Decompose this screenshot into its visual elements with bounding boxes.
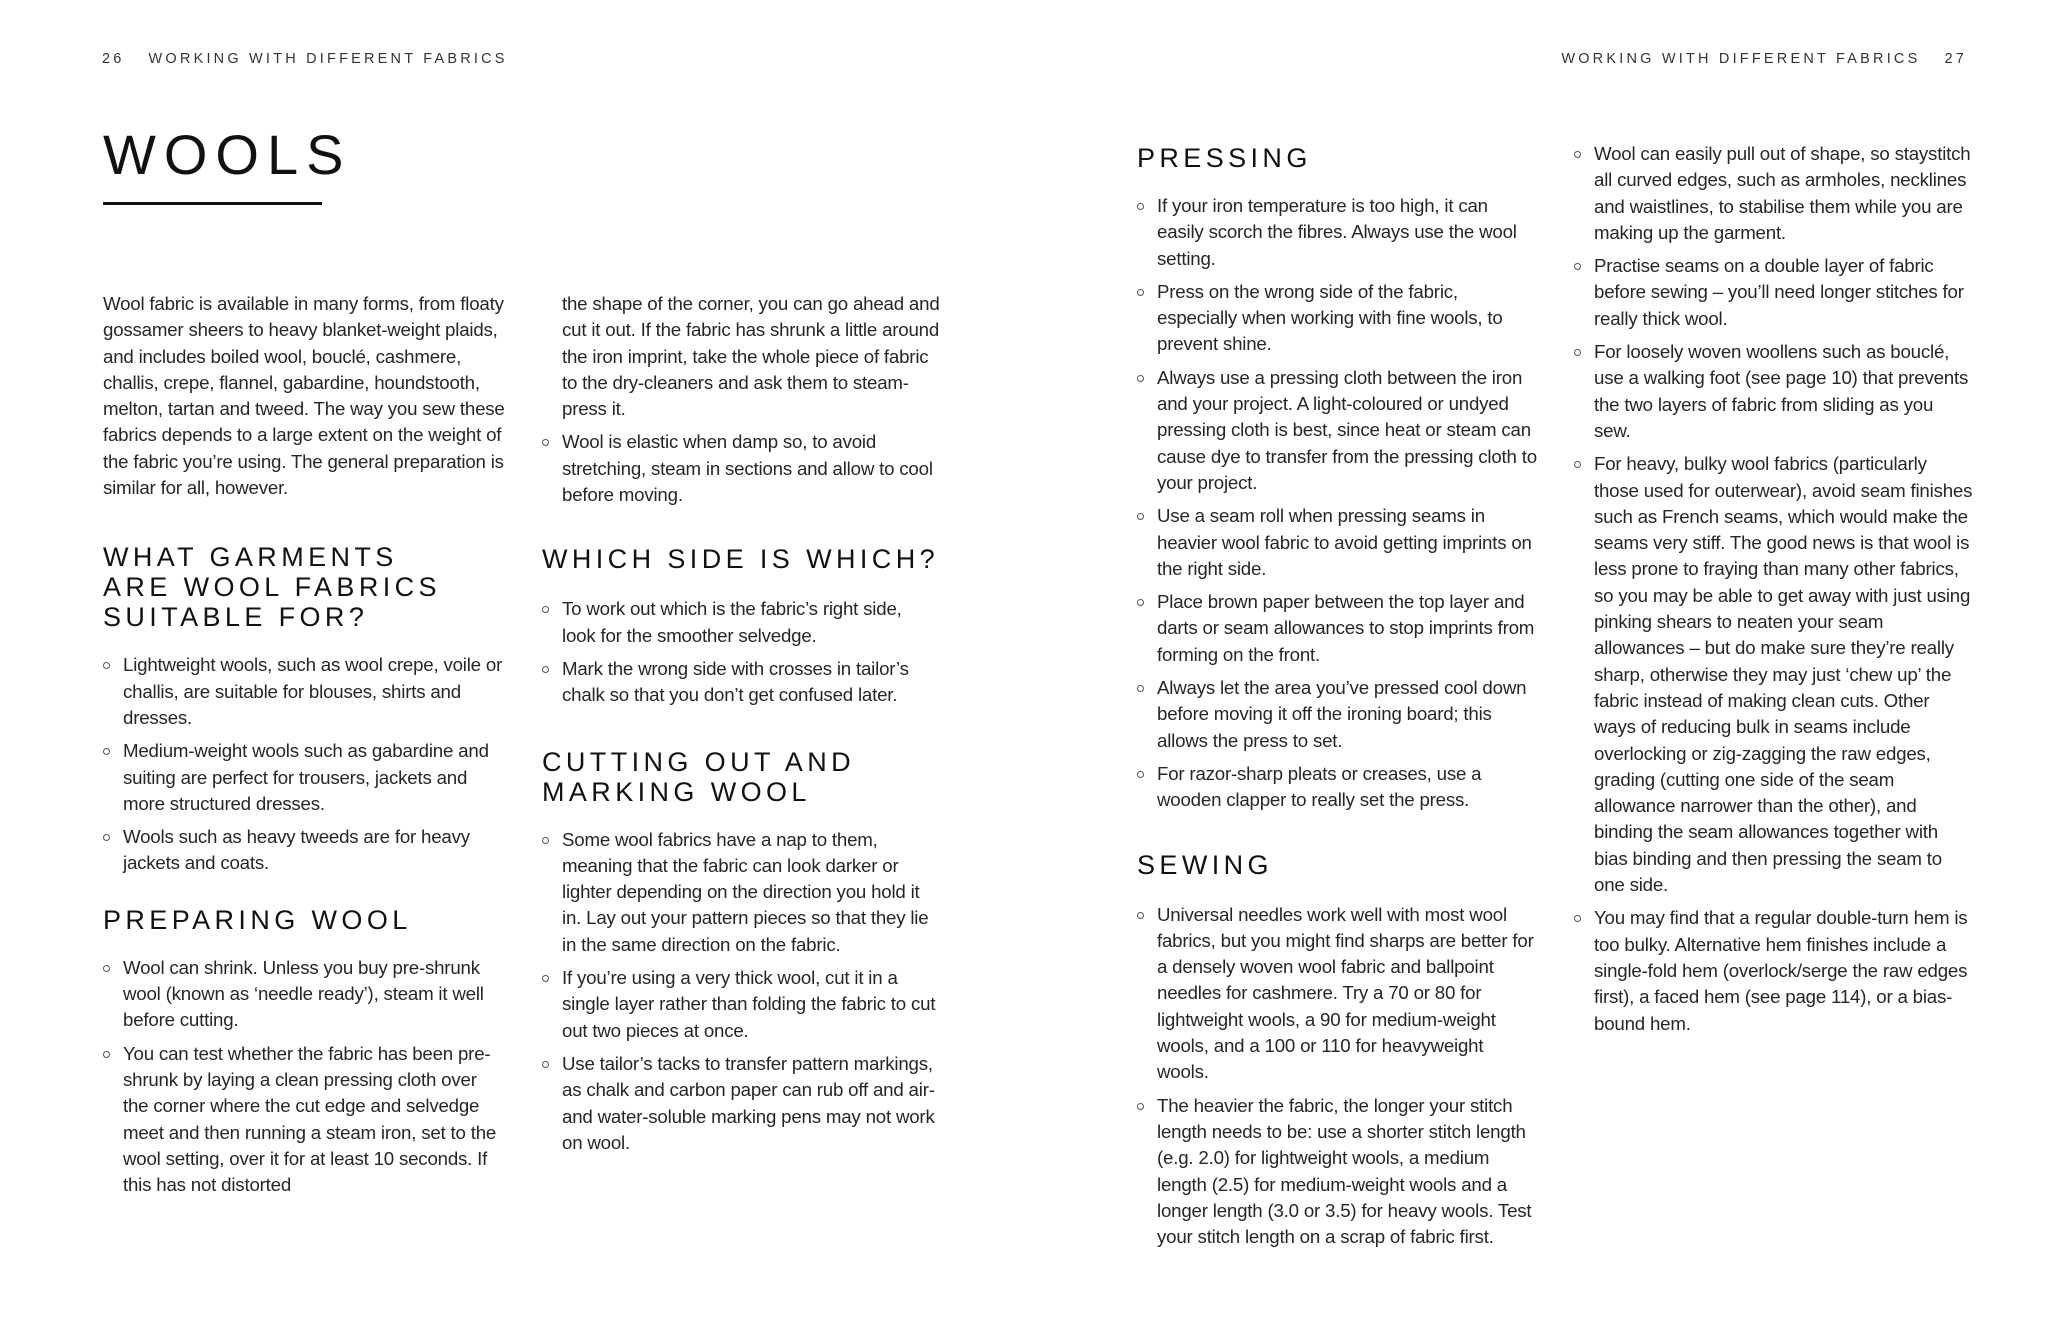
bullet-item (1137, 1093, 1537, 1251)
bullet-text: Use tailor’s tacks to transfer pattern markings, as chalk and carbon paper can rub off and air- and water-soluble marking pens may not work on wool. (562, 1052, 935, 1153)
bullet-item (1137, 503, 1537, 582)
column-2 (542, 291, 940, 1163)
left-page-number: 26 (102, 51, 125, 67)
bullet-item (542, 656, 940, 709)
bullet-icon (1137, 912, 1144, 919)
right-running-head-text: WORKING WITH DIFFERENT FABRICS (1561, 51, 1921, 67)
bullet-item (1137, 365, 1537, 496)
bullet-text: Wool can shrink. Unless you buy pre-shrunk wool (known as ‘needle ready’), steam it well before cutting. (123, 956, 484, 1031)
cutting-list (542, 827, 940, 1157)
pressing-heading: PRESSING (1137, 143, 1312, 173)
bullet-text: Practise seams on a double layer of fabric before sewing – you’ll need longer stitches for really thick wool. (1594, 255, 1964, 329)
bullet-icon (1137, 289, 1144, 296)
bullet-item (103, 824, 505, 877)
bullet-item (1574, 339, 1974, 444)
bullet-item (103, 955, 505, 1034)
bullet-icon (1137, 375, 1144, 382)
which-side-list (542, 596, 940, 708)
bullet-icon (542, 837, 549, 844)
bullet-icon (1137, 203, 1144, 210)
preparing-heading: PREPARING WOOL (103, 904, 412, 935)
bullet-icon (103, 748, 110, 755)
bullet-item (542, 596, 940, 649)
preparing-continuation: the shape of the corner, you can go ahead and cut it out. If the fabric has shrunk a little around the iron imprint, take the whole piece of fabric to the dry-cleaners and ask them to steam-press it. (562, 293, 940, 420)
bullet-text: Wool is elastic when damp so, to avoid stretching, steam in sections and allow to cool before moving. (562, 431, 933, 506)
right-page-number: 27 (1944, 51, 1967, 67)
bullet-item (1137, 193, 1537, 272)
page-title: WOOLS (103, 123, 352, 186)
bullet-text: You may find that a regular double-turn hem is too bulky. Alternative hem finishes include a single-fold hem (overlock/serge the raw edges first), a faced hem (see page 114), or a bias-bound hem. (1594, 907, 1968, 1034)
preparing-cont-list (542, 429, 940, 508)
sewing-list (1137, 902, 1537, 1251)
bullet-icon (1137, 1103, 1144, 1110)
pressing-list (1137, 193, 1537, 814)
bullet-item (103, 1041, 505, 1199)
bullet-icon (1574, 151, 1581, 158)
bullet-text: Press on the wrong side of the fabric, especially when working with fine wools, to prevent shine. (1157, 280, 1503, 355)
bullet-item (1137, 589, 1537, 668)
bullet-text: For loosely woven woollens such as bouclé, use a walking foot (see page 10) that prevents the two layers of fabric from sliding as you sew. (1594, 341, 1969, 441)
which-side-heading: WHICH SIDE IS WHICH? (542, 544, 940, 575)
bullet-icon (103, 662, 110, 669)
bullet-text: Mark the wrong side with crosses in tailor’s chalk so that you don’t get confused later. (562, 657, 909, 706)
bullet-icon (542, 666, 549, 673)
suitable-list (103, 652, 505, 876)
sewing-cont-list (1574, 141, 1974, 1037)
preparing-list (103, 955, 505, 1199)
intro-paragraph: Wool fabric is available in many forms, from floaty gossamer sheers to heavy blanket-weight plaids, and includes boiled wool, bouclé, cashmere, challis, crepe, flannel, gabardine, houndstooth, melton, tartan and tweed. The way you sew these fabrics depends to a large extent on the weight of the fabric you’re using. The general preparation is similar for all, however. (103, 293, 505, 499)
bullet-text: To work out which is the fabric’s right side, look for the smoother selvedge. (562, 598, 902, 646)
bullet-text: Some wool fabrics have a nap to them, meaning that the fabric can look darker or lighter depending on the direction you hold it in. Lay out your pattern pieces so that they lie in the same direction on the fabric. (562, 828, 929, 955)
bullet-text: Use a seam roll when pressing seams in heavier wool fabric to avoid getting imprints on the right side. (1157, 505, 1532, 579)
bullet-item (1137, 902, 1537, 1086)
bullet-icon (1574, 263, 1581, 270)
bullet-icon (542, 1061, 549, 1068)
bullet-item (103, 738, 505, 817)
column-4 (1574, 141, 1974, 1044)
bullet-text: If your iron temperature is too high, it can easily scorch the fibres. Always use the wool setting. (1157, 195, 1517, 269)
bullet-text: Wools such as heavy tweeds are for heavy jackets and coats. (123, 826, 470, 874)
bullet-icon (542, 606, 549, 613)
bullet-text: You can test whether the fabric has been pre-shrunk by laying a clean pressing cloth over the corner where the cut edge and selvedge meet and then running a steam iron, set to the wool setting, over it for at least 10 seconds. If this has not distorted (123, 1042, 497, 1196)
bullet-icon (103, 834, 110, 841)
bullet-text: If you’re using a very thick wool, cut it in a single layer rather than folding the fabric to cut out two pieces at once. (562, 967, 936, 1041)
bullet-icon (1137, 513, 1144, 520)
bullet-icon (1137, 599, 1144, 606)
sewing-heading: SEWING (1137, 849, 1273, 880)
bullet-icon (1574, 915, 1581, 922)
bullet-icon (1137, 685, 1144, 692)
bullet-icon (1137, 771, 1144, 778)
bullet-item (542, 1051, 940, 1156)
column-3 (1137, 143, 1537, 1257)
suitable-heading: WHAT GARMENTS ARE WOOL FABRICS SUITABLE FOR? (103, 542, 441, 633)
title-underline (103, 202, 322, 205)
bullet-item (1574, 451, 1974, 898)
bullet-item (1137, 675, 1537, 754)
bullet-text: The heavier the fabric, the longer your stitch length needs to be: use a shorter stitch length (e.g. 2.0) for lightweight wools, a medium length (2.5) for medium-weight wools and a longer length (3.0 or 3.5) for heavy wools. Test your stitch length on a scrap of fabric first. (1157, 1094, 1532, 1248)
left-running-head-text: WORKING WITH DIFFERENT FABRICS (148, 51, 508, 67)
bullet-text: Always use a pressing cloth between the iron and your project. A light-coloured or undyed pressing cloth is best, since heat or steam can cause dye to transfer from the pressing cloth to your project. (1157, 366, 1537, 493)
bullet-icon (103, 965, 110, 972)
bullet-item (1574, 905, 1974, 1036)
bullet-item (103, 652, 505, 731)
bullet-icon (1574, 349, 1581, 356)
bullet-text: Lightweight wools, such as wool crepe, voile or challis, are suitable for blouses, shirts and dresses. (123, 654, 503, 728)
bullet-item (1137, 761, 1537, 814)
bullet-icon (1574, 461, 1581, 468)
cutting-heading: CUTTING OUT AND MARKING WOOL (542, 746, 856, 807)
bullet-text: Wool can easily pull out of shape, so staystitch all curved edges, such as armholes, necklines and waistlines, to stabilise them while you are making up the garment. (1594, 143, 1971, 243)
bullet-text: Medium-weight wools such as gabardine and suiting are perfect for trousers, jackets and more structured dresses. (123, 740, 489, 814)
bullet-text: Always let the area you’ve pressed cool down before moving it off the ironing board; this allows the press to set. (1157, 677, 1527, 751)
right-running-head (1561, 51, 1967, 67)
bullet-text: For razor-sharp pleats or creases, use a wooden clapper to really set the press. (1157, 762, 1482, 811)
bullet-item (1574, 141, 1974, 246)
bullet-text: For heavy, bulky wool fabrics (particularly those used for outerwear), avoid seam finishes such as French seams, which would make the seams very stiff. The good news is that wool is less prone to fraying than many other fabrics, so you may be able to get away with just using pinking shears to neaten your seam allowances – but do make sure they’re really sharp, otherwise they may just ‘chew up’ the fabric instead of making clean cuts. Other ways of reducing bulk in seams include overlocking or zig-zagging the raw edges, grading (cutting one side of the seam allowance narrower than the other), and binding the seam allowances together with bias binding and then pressing the seam to one side. (1594, 453, 1973, 896)
bullet-text: Universal needles work well with most wool fabrics, but you might find sharps are better for a densely woven wool fabric and ballpoint needles for cashmere. Try a 70 or 80 for lightweight wools, a 90 for medium-weight wools, and a 100 or 110 for heavyweight wools. (1157, 903, 1534, 1083)
bullet-item (1574, 253, 1974, 332)
bullet-item (542, 827, 940, 958)
left-running-head (102, 51, 508, 67)
bullet-item (1137, 279, 1537, 358)
bullet-item (542, 429, 940, 508)
column-1 (103, 291, 505, 1205)
bullet-icon (103, 1051, 110, 1058)
bullet-icon (542, 439, 549, 446)
bullet-icon (542, 975, 549, 982)
bullet-text: Place brown paper between the top layer and darts or seam allowances to stop imprints from forming on the front. (1157, 591, 1535, 665)
bullet-item (542, 965, 940, 1044)
